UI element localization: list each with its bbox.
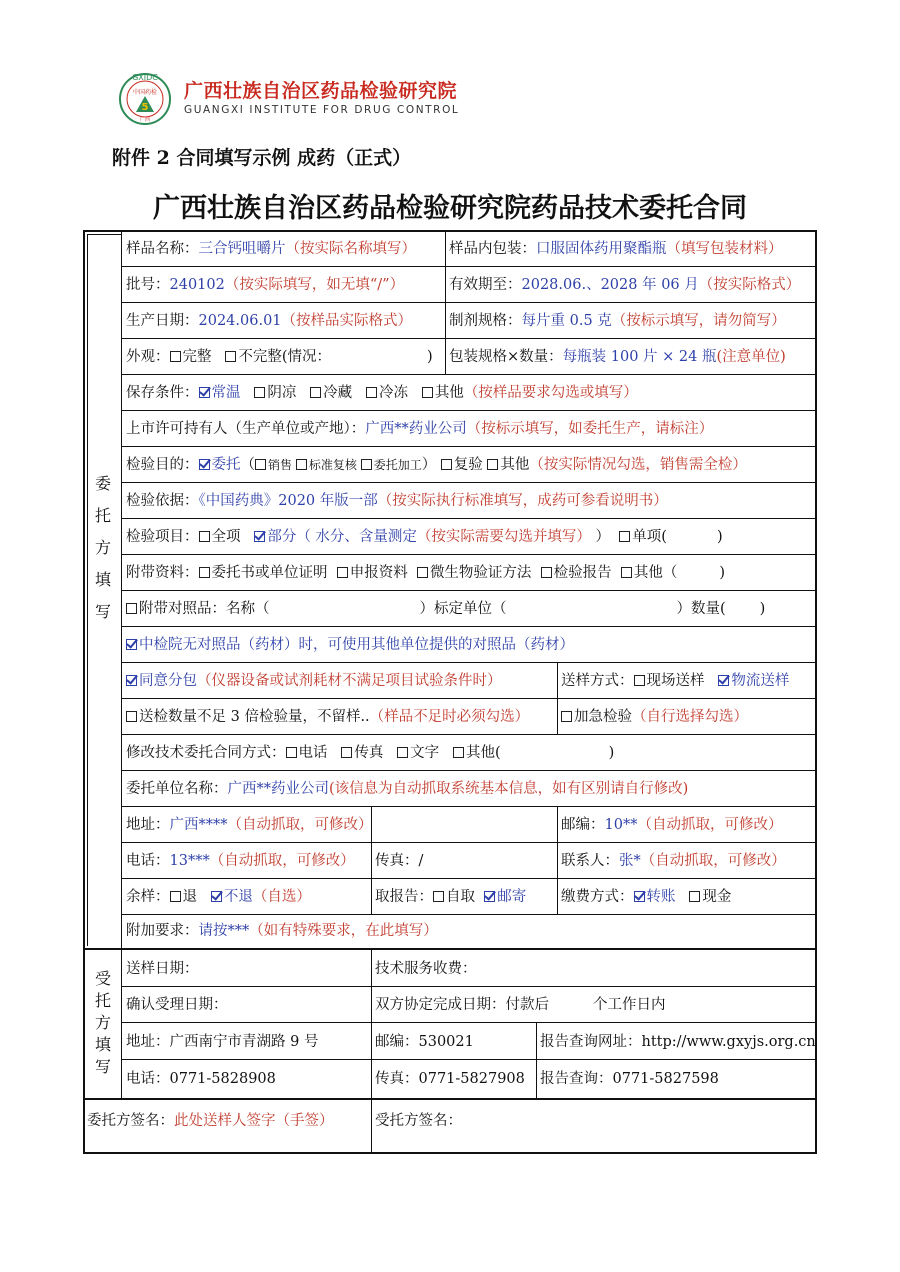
storage-refrigerate-checkbox[interactable] — [310, 387, 321, 398]
payment-transfer-label: 转账 — [646, 889, 676, 905]
no-reference-field — [126, 636, 574, 654]
sample-name-value: 三合钙咀嚼片 — [198, 241, 286, 257]
prod-date-hint: （按样品实际格式） — [281, 313, 413, 329]
appearance-incomplete-label: 不完整(情况： — [238, 349, 331, 365]
fax-label: 传真：/ — [375, 853, 424, 869]
report-field — [375, 888, 526, 906]
purpose-other-checkbox[interactable] — [487, 459, 498, 470]
remain-return-label: 退 — [182, 889, 197, 905]
acceptor-query-url[interactable]: 报告查询网址：http://www.gxyjs.org.cn — [540, 1034, 816, 1050]
remain-hint: （自选） — [252, 889, 311, 905]
items-single-checkbox[interactable] — [619, 531, 630, 542]
institute-logo — [116, 70, 460, 126]
reference-qty-label: ）数量( — [676, 601, 726, 617]
attach-other-label: 其他（ — [633, 565, 678, 581]
delivery-label: 送样方式： — [561, 673, 634, 689]
modify-field — [126, 744, 614, 762]
delivery-field — [561, 672, 789, 690]
items-single-close: ) — [716, 529, 723, 545]
modify-close: ) — [608, 745, 615, 761]
phone-label: 电话： — [126, 853, 170, 869]
inner-pack-value: 口服固体药用聚酯瓶 — [536, 241, 667, 257]
appearance-label: 外观： — [126, 349, 170, 365]
no-reference-label: 中检院无对照品（药材）时，可使用其他单位提供的对照品（药材） — [139, 637, 574, 653]
items-single-label: 单项( — [632, 529, 667, 545]
pack-qty-field[interactable] — [449, 348, 786, 366]
purpose-recheck-checkbox[interactable] — [441, 459, 452, 470]
payment-field — [561, 888, 731, 906]
holder-label: 上市许可持有人（生产单位或产地）： — [126, 421, 366, 437]
pack-qty-hint: (注意单位) — [716, 349, 786, 365]
storage-label: 保存条件： — [126, 385, 199, 401]
acceptor-zip: 邮编：530021 — [375, 1034, 474, 1050]
purpose-commission-checkbox[interactable] — [199, 459, 210, 470]
spec-field[interactable] — [449, 312, 786, 330]
attach-declaration-label: 申报资料 — [349, 565, 408, 581]
expiry-value: 2028.06.、2028 年 06 月 — [521, 277, 699, 293]
storage-cool-label: 阴凉 — [267, 385, 297, 401]
expiry-label: 有效期至： — [449, 277, 522, 293]
client-section-text: 委托方填写 — [94, 474, 111, 621]
expiry-hint: （按实际格式） — [698, 277, 801, 293]
institute-emblem-icon — [116, 70, 174, 126]
storage-other-label: 其他 — [434, 385, 464, 401]
attach-letter-checkbox[interactable] — [199, 567, 210, 578]
zip-label: 邮编： — [561, 817, 605, 833]
purpose-standard-checkbox[interactable] — [296, 459, 307, 470]
delivery-logistics-checkbox[interactable] — [718, 675, 729, 686]
send-date-field[interactable]: 送样日期： — [126, 961, 199, 977]
storage-refrigerate-label: 冷藏 — [323, 385, 353, 401]
storage-field — [126, 384, 638, 402]
batch-hint: （按实际填写，如无填“/”） — [224, 277, 405, 293]
pack-qty-value: 每瓶装 100 片 × 24 瓶 — [562, 349, 717, 365]
appearance-incomplete-checkbox[interactable] — [225, 351, 236, 362]
modify-fax-label: 传真 — [354, 745, 384, 761]
items-partial-checkbox[interactable] — [254, 531, 265, 542]
report-label: 取报告： — [375, 889, 433, 905]
phone-value: 13*** — [169, 853, 210, 869]
batch-value: 240102 — [169, 277, 225, 293]
emblem-bottom-text: 广西 — [139, 117, 151, 123]
insufficient-checkbox[interactable] — [126, 711, 137, 722]
urgent-hint: （自行选择勾选） — [632, 709, 748, 725]
purpose-standard-label: 标准复核 — [308, 458, 357, 472]
report-mail-checkbox[interactable] — [484, 891, 495, 902]
address-label: 地址： — [126, 817, 170, 833]
contact-hint: （自动抓取，可修改） — [640, 853, 786, 869]
prod-date-label: 生产日期： — [126, 313, 199, 329]
reference-close: ) — [759, 601, 766, 617]
purpose-commission-label: 委托 — [211, 457, 241, 473]
items-full-label: 全项 — [211, 529, 241, 545]
modify-other-label: 其他( — [465, 745, 501, 761]
basis-hint: （按实际执行标准填写，成药可参看说明书） — [377, 493, 668, 509]
attach-declaration-checkbox[interactable] — [337, 567, 348, 578]
appearance-complete-checkbox[interactable] — [170, 351, 181, 362]
items-label: 检验项目： — [126, 529, 199, 545]
zip-value: 10** — [604, 817, 638, 833]
acceptor-address: 地址：广西南宁市青湖路 9 号 — [126, 1034, 319, 1050]
address-hint: （自动抓取，可修改） — [227, 817, 373, 833]
attach-other-checkbox[interactable] — [621, 567, 632, 578]
batch-label: 批号： — [126, 277, 170, 293]
client-section-label — [91, 468, 115, 628]
fax-field[interactable] — [375, 852, 423, 870]
zip-hint: （自动抓取，可修改） — [637, 817, 783, 833]
subcontract-field — [126, 672, 502, 690]
spec-label: 制剂规格： — [449, 313, 522, 329]
prod-date-field[interactable] — [126, 312, 412, 330]
purpose-label: 检验目的： — [126, 457, 199, 473]
acceptor-section-text: 受托方填写 — [94, 969, 111, 1076]
payment-label: 缴费方式： — [561, 889, 634, 905]
inner-pack-label: 样品内包装： — [449, 241, 536, 257]
attach-micro-checkbox[interactable] — [417, 567, 428, 578]
appearance-close: ) — [427, 349, 433, 365]
holder-value: 广西**药业公司 — [365, 421, 467, 437]
attach-report-checkbox[interactable] — [541, 567, 552, 578]
payment-transfer-checkbox[interactable] — [634, 891, 645, 902]
acceptor-phone: 电话：0771-5828908 — [126, 1071, 276, 1087]
payment-cash-label: 现金 — [702, 889, 732, 905]
purpose-sale-checkbox[interactable] — [255, 459, 266, 470]
items-field — [126, 528, 723, 546]
purpose-hint: （按实际情况勾选，销售需全检） — [529, 457, 747, 473]
phone-field[interactable] — [126, 852, 355, 870]
modify-text-label: 文字 — [410, 745, 440, 761]
attach-micro-label: 微生物验证方法 — [429, 565, 532, 581]
storage-normal-checkbox[interactable] — [199, 387, 210, 398]
address-field[interactable] — [126, 816, 373, 834]
attach-label: 附带资料： — [126, 565, 199, 581]
sample-name-field[interactable] — [126, 240, 416, 258]
purpose-recheck-label: 复验 — [453, 457, 483, 473]
contract-form — [83, 230, 817, 1154]
report-pickup-label: 自取 — [446, 889, 475, 905]
modify-phone-checkbox[interactable] — [286, 747, 297, 758]
phone-hint: （自动抓取，可修改） — [209, 853, 355, 869]
attach-letter-label: 委托书或单位证明 — [211, 565, 328, 581]
acceptor-query-phone: 报告查询：0771-5827598 — [540, 1071, 719, 1087]
items-partial-hint: （按实际需要勾选并填写） — [416, 529, 591, 545]
extra-value: 请按*** — [198, 923, 250, 939]
subcontract-label: 同意分包 — [139, 673, 197, 689]
client-signature-hint: 此处送样人签字（手签） — [174, 1113, 334, 1129]
attach-report-label: 检验报告 — [553, 565, 612, 581]
pack-qty-label: 包装规格×数量： — [449, 349, 563, 365]
reference-unit-label: ）标定单位（ — [419, 601, 507, 617]
modify-label: 修改技术委托合同方式： — [126, 745, 286, 761]
storage-normal-label: 常温 — [211, 385, 241, 401]
reference-field — [126, 600, 765, 618]
urgent-field — [561, 708, 748, 726]
remain-keep-label: 不退 — [223, 889, 253, 905]
spec-value: 每片重 0.5 克 — [521, 313, 612, 329]
appearance-complete-label: 完整 — [182, 349, 212, 365]
contact-value: 张* — [619, 853, 641, 869]
modify-text-checkbox[interactable] — [397, 747, 408, 758]
inner-pack-field[interactable] — [449, 240, 783, 258]
insufficient-hint: （样品不足时必须勾选） — [369, 709, 530, 725]
insufficient-field — [126, 708, 529, 726]
institute-name-en: GUANGXI INSTITUTE FOR DRUG CONTROL — [184, 104, 460, 116]
acceptor-fax: 传真：0771-5827908 — [375, 1071, 525, 1087]
storage-hint: （按样品要求勾选或填写） — [463, 385, 638, 401]
contact-label: 联系人： — [561, 853, 619, 869]
items-partial-value: （ 水分、含量测定 — [296, 529, 417, 545]
client-signature-label: 委托方签名： — [87, 1113, 174, 1129]
client-name-hint: (该信息为自动抓取系统基本信息，如有区别请自行修改) — [329, 781, 689, 797]
reference-label: 附带对照品：名称（ — [139, 601, 270, 617]
delivery-onsite-checkbox[interactable] — [634, 675, 645, 686]
reference-checkbox[interactable] — [126, 603, 137, 614]
items-partial-label: 部分 — [267, 529, 297, 545]
storage-freeze-label: 冷冻 — [378, 385, 408, 401]
modify-phone-label: 电话 — [298, 745, 328, 761]
client-name-label: 委托单位名称： — [126, 781, 228, 797]
contact-field[interactable] — [561, 852, 786, 870]
acceptor-signature-field[interactable]: 受托方签名： — [375, 1113, 462, 1129]
remain-keep-checkbox[interactable] — [211, 891, 222, 902]
urgent-label: 加急检验 — [574, 709, 632, 725]
fee-field[interactable]: 技术服务收费： — [375, 961, 477, 977]
extra-hint: （如有特殊要求，在此填写） — [249, 923, 438, 939]
subcontract-hint: （仪器设备或试剂耗材不满足项目试验条件时） — [197, 673, 502, 689]
acceptor-section-label — [91, 968, 115, 1078]
purpose-paren-open: （ — [240, 457, 255, 473]
holder-field[interactable] — [126, 420, 713, 438]
storage-cool-checkbox[interactable] — [254, 387, 265, 398]
sample-name-hint: （按实际名称填写） — [285, 241, 416, 257]
finish-date-label: 双方协定完成日期：付款后 — [375, 997, 549, 1013]
confirm-date-field[interactable]: 确认受理日期： — [126, 997, 228, 1013]
storage-other-checkbox[interactable] — [422, 387, 433, 398]
appearance-field — [126, 348, 433, 366]
emblem-top-text: GXIDC — [132, 73, 158, 82]
attachment-subtitle: 附件 2 合同填写示例 成药（正式） — [112, 147, 412, 169]
sample-name-label: 样品名称： — [126, 241, 199, 257]
report-mail-label: 邮寄 — [497, 889, 527, 905]
remain-field — [126, 888, 311, 906]
purpose-processing-checkbox[interactable] — [361, 459, 372, 470]
remain-return-checkbox[interactable] — [170, 891, 181, 902]
basis-label: 检验依据： — [126, 493, 199, 509]
spec-hint: （按标示填写，请勿简写） — [611, 313, 786, 329]
no-reference-checkbox[interactable] — [126, 639, 137, 650]
basis-value: 《中国药典》2020 年版一部 — [198, 493, 378, 509]
insufficient-label: 送检数量不足 3 倍检验量，不留样.. — [139, 709, 370, 725]
modify-fax-checkbox[interactable] — [341, 747, 352, 758]
modify-other-checkbox[interactable] — [453, 747, 464, 758]
inner-pack-hint: （填写包装材料） — [666, 241, 783, 257]
attach-close: ) — [719, 565, 726, 581]
purpose-field — [126, 456, 747, 474]
client-name-value: 广西**药业公司 — [227, 781, 329, 797]
items-full-checkbox[interactable] — [199, 531, 210, 542]
attach-field — [126, 564, 725, 582]
emblem-mid-text: 中国药检 — [132, 89, 158, 96]
purpose-other-label: 其他 — [500, 457, 530, 473]
expiry-field[interactable] — [449, 276, 800, 294]
urgent-checkbox[interactable] — [561, 711, 572, 722]
storage-freeze-checkbox[interactable] — [366, 387, 377, 398]
extra-label: 附加要求： — [126, 923, 199, 939]
client-signature-field[interactable] — [87, 1112, 334, 1130]
purpose-sale-label: 销售 — [268, 458, 293, 472]
batch-field[interactable] — [126, 276, 404, 294]
subcontract-checkbox[interactable] — [126, 675, 137, 686]
delivery-logistics-label: 物流送样 — [731, 673, 790, 689]
items-close: ） — [595, 529, 611, 545]
holder-hint: （按标示填写，如委托生产，请标注） — [466, 421, 714, 437]
delivery-onsite-label: 现场送样 — [646, 673, 705, 689]
institute-name-cn: 广西壮族自治区药品检验研究院 — [184, 80, 458, 102]
report-pickup-checkbox[interactable] — [433, 891, 444, 902]
zip-field[interactable] — [561, 816, 782, 834]
payment-cash-checkbox[interactable] — [689, 891, 700, 902]
address-value: 广西**** — [169, 817, 228, 833]
contract-title: 广西壮族自治区药品检验研究院药品技术委托合同 — [153, 193, 747, 224]
extra-field[interactable] — [126, 922, 438, 940]
purpose-processing-label: 委托加工 — [373, 458, 422, 472]
remain-label: 余样： — [126, 889, 170, 905]
finish-date-tail: 个工作日内 — [593, 997, 666, 1013]
client-name-field[interactable] — [126, 780, 688, 798]
prod-date-value: 2024.06.01 — [198, 313, 282, 329]
svg-text:5: 5 — [141, 102, 149, 113]
purpose-paren-close: ） — [421, 457, 437, 473]
finish-date-field[interactable] — [375, 996, 666, 1014]
basis-field[interactable] — [126, 492, 668, 510]
